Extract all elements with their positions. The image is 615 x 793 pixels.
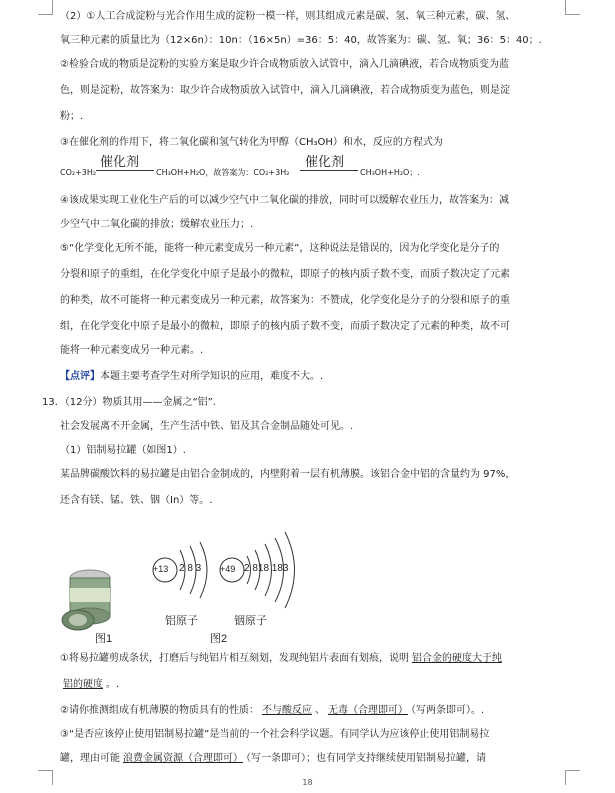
answer-text: ①将易拉罐剪成条状，打磨后与纯铝片相互刻划，发现纯铝片表面有划痕，说明 <box>60 653 409 664</box>
answer-text: 、 <box>314 705 325 716</box>
catalyst-label: 催化剂 <box>100 154 140 169</box>
text-line: 还含有镁、锰、铁、铟（In）等。. <box>60 495 213 506</box>
text-line: （1）铝制易拉罐（如图1）. <box>60 445 186 456</box>
in-nucleus-label: +49 <box>220 564 236 574</box>
figure-2-caption: 图2 <box>210 633 228 645</box>
text-line: ②检验合成的物质是淀粉的实验方案是取少许合成物质放入试管中，滴入几滴碘液，若合成物质变为蓝 <box>60 59 509 70</box>
soda-can-image <box>62 570 110 630</box>
text-line: 氧三种元素的质量比为（12×6n）：10n：（16×5n）=36：5：40，故答案为：碳、氢、氧；36：5：40；. <box>60 35 542 46</box>
page-number: 18 <box>302 778 313 787</box>
answer-line <box>60 752 486 766</box>
comment-text: 本题主要考查学生对所学知识的应用，难度不大。. <box>100 371 324 382</box>
answer-blank: 铝合金的硬度大于纯 <box>411 653 502 664</box>
equation-right: CH₃OH+H₂O，故答案为：CO₂+3H₂ <box>156 168 290 177</box>
equation-end: CH₃OH+H₂O；. <box>360 168 420 177</box>
comment-tag: 【点评】 <box>60 371 100 382</box>
crop-mark-top-right <box>565 0 580 15</box>
answer-text: （写一条即可）；也有同学支持继续使用铝制易拉罐，请 <box>246 753 486 764</box>
answer-blank: 浪费金属资源（合理即可） <box>123 753 243 764</box>
equation-left: CO₂+3H₂ <box>60 168 97 177</box>
answer-blank: 不与酸反应 <box>261 705 312 716</box>
text-line: （2）①人工合成淀粉与光合作用生成的淀粉一模一样，则其组成元素是碳、氢、氧三种元素，碳、氢、 <box>60 11 516 22</box>
comment-line <box>60 370 323 384</box>
answer-text: ②请你推测组成有机薄膜的物质具有的性质： <box>60 705 259 716</box>
text-line: 少空气中二氧化碳的排放；缓解农业压力；. <box>60 219 254 230</box>
text-line: 组，在化学变化中原子是最小的微粒，即原子的核内质子数不变，而质子数决定了元素的种类，故不可 <box>60 321 510 332</box>
reaction-arrow <box>300 170 358 171</box>
al-nucleus-label: +13 <box>153 564 169 574</box>
text-line: ③“是否应该停止使用铝制易拉罐”是当前的一个社会科学议题。有同学认为应该停止使用铝制易拉 <box>60 729 490 740</box>
in-atom-caption: 铟原子 <box>234 615 267 627</box>
answer-line <box>60 678 119 692</box>
text-line: 的种类，故不可能将一种元素变成另一种元素，故答案为：不赞成，化学变化是分子的分裂和原子的重 <box>60 295 510 306</box>
in-shell-electrons: 2 818 183 <box>244 563 289 574</box>
answer-blank: 铝的硬度 <box>63 679 103 690</box>
reaction-arrow <box>96 170 154 171</box>
al-atom-caption: 铝原子 <box>165 615 198 627</box>
question-title: 13．（12分）物质其用——金属之“铝”. <box>42 397 216 408</box>
answer-blank: 无毒（合理即可） <box>327 705 408 716</box>
text-line: 社会发展离不开金属，生产生活中铁、铝及其合金制品随处可见。. <box>60 421 354 432</box>
text-line: 能将一种元素变成另一种元素。. <box>60 345 204 356</box>
text-line: ④该成果实现工业化生产后的可以减少空气中二氧化碳的排放，同时可以缓解农业压力，故答案为：减 <box>60 195 509 206</box>
text-line: ⑤“化学变化无所不能，能将一种元素变成另一种元素”，这种说法是错误的，因为化学变化是分子的 <box>60 243 500 254</box>
text-line: 粉；. <box>60 111 84 122</box>
crop-mark-top-left <box>38 0 53 15</box>
answer-text: 。. <box>106 679 120 690</box>
text-line: 色，则是淀粉，故答案为：取少许合成物质放入试管中，滴入几滴碘液，若合成物质变为蓝色，则是淀 <box>60 85 510 96</box>
answer-line <box>60 652 505 666</box>
answer-line <box>60 704 484 718</box>
answer-text: 罐，理由可能 <box>60 753 120 764</box>
al-shell-electrons: 2 8 3 <box>179 563 202 574</box>
text-line: ③在催化剂的作用下，将二氧化碳和氢气转化为甲醇（CH₃OH）和水，反应的方程式为 <box>60 137 443 148</box>
answer-text: （写两条即可）。. <box>410 705 485 716</box>
figure-1-caption: 图1 <box>95 633 113 645</box>
text-line: 某品牌碳酸饮料的易拉罐是由铝合金制成的，内壁附着一层有机薄膜。该铝合金中铝的含量约为 97%， <box>60 469 516 480</box>
atom-structure-figure <box>60 518 320 648</box>
catalyst-label: 催化剂 <box>305 154 345 169</box>
text-line: 分裂和原子的重组，在化学变化中原子是最小的微粒，即原子的核内质子数不变，而质子数决定了元素 <box>60 269 510 280</box>
